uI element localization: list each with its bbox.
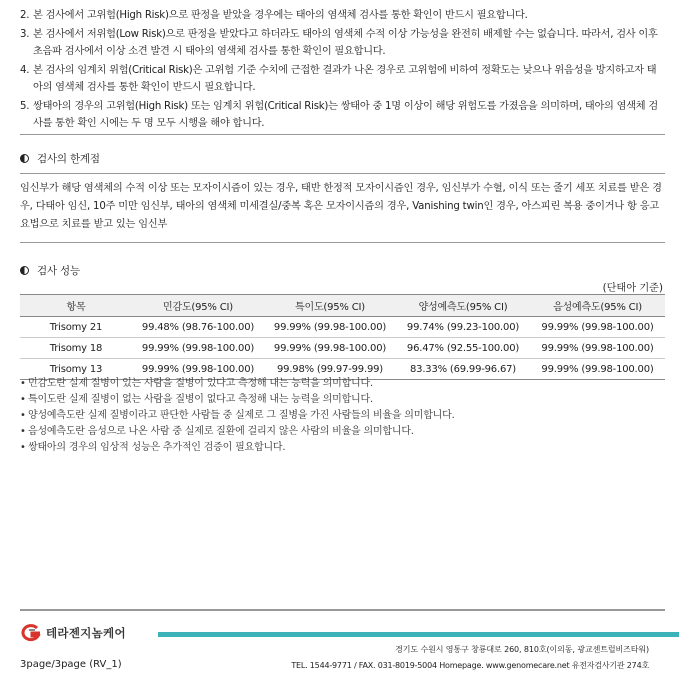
note-item	[20, 62, 660, 96]
section-divider	[20, 242, 665, 243]
note-number: 3.	[20, 29, 30, 40]
table-cell: 99.98% (99.97-99.99)	[264, 359, 396, 380]
performance-table	[20, 294, 665, 380]
company-logo	[20, 624, 126, 642]
list-item	[20, 424, 665, 440]
header-cell: 민감도(95% CI)	[132, 295, 264, 317]
table-cell: 83.33% (69.99-96.67)	[396, 359, 530, 380]
page-number: 3page/3page (RV_1)	[20, 659, 122, 670]
accent-bar	[158, 632, 679, 637]
note-item	[20, 7, 660, 24]
logo-icon	[20, 624, 42, 642]
table-cell: Trisomy 18	[20, 338, 132, 359]
list-item-text: 음성예측도란 음성으로 나온 사람 중 실제로 질환에 걸리지 않은 사람의 비율을 의미합니다.	[28, 426, 414, 437]
definition-list	[20, 376, 665, 456]
limitations-heading	[20, 151, 100, 166]
bullet-icon: •	[20, 426, 26, 437]
note-number: 2.	[20, 10, 30, 21]
list-item-text: 쌍태아의 경우의 임상적 성능은 추가적인 검증이 필요합니다.	[28, 442, 286, 453]
table-cell: 99.48% (98.76-100.00)	[132, 317, 264, 338]
bullet-icon: •	[20, 378, 26, 389]
table-cell: 99.99% (99.98-100.00)	[530, 317, 665, 338]
company-contact: TEL. 1544-9771 / FAX. 031-8019-5004 Homepage. www.genomecare.net 유전자검사기관 274호	[291, 661, 649, 670]
half-circle-icon	[20, 266, 29, 275]
logo-text: 테라젠지놈케어	[46, 626, 126, 640]
list-item-text: 특이도란 실제 질병이 없는 사람을 질병이 없다고 측정해 내는 능력을 의미합니다.	[28, 394, 373, 405]
table-cell: Trisomy 13	[20, 359, 132, 380]
list-item-text: 양성예측도란 실제 질병이라고 판단한 사람들 중 실제로 그 질병을 가진 사람들의 비율을 의미합니다.	[28, 410, 455, 421]
bullet-icon: •	[20, 442, 26, 453]
table-cell: 99.99% (99.98-100.00)	[264, 338, 396, 359]
notes-list	[20, 7, 660, 134]
note-text: 본 검사에서 고위험(High Risk)으로 판정을 받았을 경우에는 태아의 염색체 검사를 통한 확인이 반드시 필요합니다.	[33, 10, 528, 21]
company-address: 경기도 수원시 영통구 창룡대로 260, 810호(이의동, 광교센트럴비즈타워)	[395, 645, 649, 654]
table-header-row	[20, 295, 665, 317]
table-cell: 96.47% (92.55-100.00)	[396, 338, 530, 359]
footer-divider	[20, 609, 665, 611]
table-cell: 99.99% (99.98-100.00)	[132, 359, 264, 380]
limitations-text: 임신부가 해당 염색체의 수적 이상 또는 모자이시즘이 있는 경우, 태반 한정적 모자이시즘인 경우, 임신부가 수혈, 이식 또는 줄기 세포 치료를 받은 경우, 다태아 임신, 10주 미만 임신부, 태아의 염색체 미세결실/중복 혹은 모자이시즘의 경우, Vanishing twin인 경우, 아스피린 복용 중이거나 항 응고 요법으로 치료를 받고 있는 임신부	[20, 183, 662, 230]
header-cell: 음성예측도(95% CI)	[530, 295, 665, 317]
section-divider	[20, 134, 665, 135]
table-cell: 99.99% (99.98-100.00)	[530, 338, 665, 359]
bullet-icon: •	[20, 410, 26, 421]
half-circle-icon	[20, 154, 29, 163]
header-cell: 항목	[20, 295, 132, 317]
note-text: 본 검사에서 저위험(Low Risk)으로 판정을 받았다고 하더라도 태아의 염색체 수적 이상 가능성을 완전히 배제할 수는 없습니다. 따라서, 검사 이후 초음파 검사에서 이상 소견 발견 시 태아의 염색체 검사를 통한 확인이 필요합니다.	[33, 29, 658, 57]
header-cell: 양성예측도(95% CI)	[396, 295, 530, 317]
list-item-text: 민감도란 실제 질병이 있는 사람을 질병이 있다고 측정해 내는 능력을 의미합니다.	[28, 378, 373, 389]
bullet-icon: •	[20, 394, 26, 405]
section-divider	[20, 173, 665, 174]
performance-title: 검사 성능	[37, 265, 80, 277]
performance-heading	[20, 263, 80, 278]
list-item	[20, 440, 665, 456]
table-cell: Trisomy 21	[20, 317, 132, 338]
table-cell: 99.99% (99.98-100.00)	[264, 317, 396, 338]
note-text: 쌍태아의 경우의 고위험(High Risk) 또는 임계치 위험(Critical Risk)는 쌍태아 중 1명 이상이 해당 위험도를 가졌음을 의미하며, 태아의 염색체 검사를 통한 확인 시에는 두 명 모두 시행을 해야 합니다.	[33, 101, 658, 129]
note-item	[20, 26, 660, 60]
table-cell: 99.99% (99.98-100.00)	[530, 359, 665, 380]
list-item	[20, 392, 665, 408]
note-text: 본 검사의 임계치 위험(Critical Risk)은 고위험 기준 수치에 근접한 결과가 나온 경우로 고위험에 비하여 정확도는 낮으나 위음성을 방지하고자 태아의 염색체 검사를 통한 확인이 반드시 필요합니다.	[33, 65, 657, 93]
unit-note: (단태아 기준)	[602, 283, 663, 294]
table-row	[20, 338, 665, 359]
note-number: 5.	[20, 101, 30, 112]
table-cell: 99.74% (99.23-100.00)	[396, 317, 530, 338]
list-item	[20, 408, 665, 424]
limitations-title: 검사의 한계점	[37, 153, 100, 165]
note-number: 4.	[20, 65, 30, 76]
table-row	[20, 317, 665, 338]
note-item	[20, 98, 660, 132]
table-cell: 99.99% (99.98-100.00)	[132, 338, 264, 359]
header-cell: 특이도(95% CI)	[264, 295, 396, 317]
list-item	[20, 376, 665, 392]
